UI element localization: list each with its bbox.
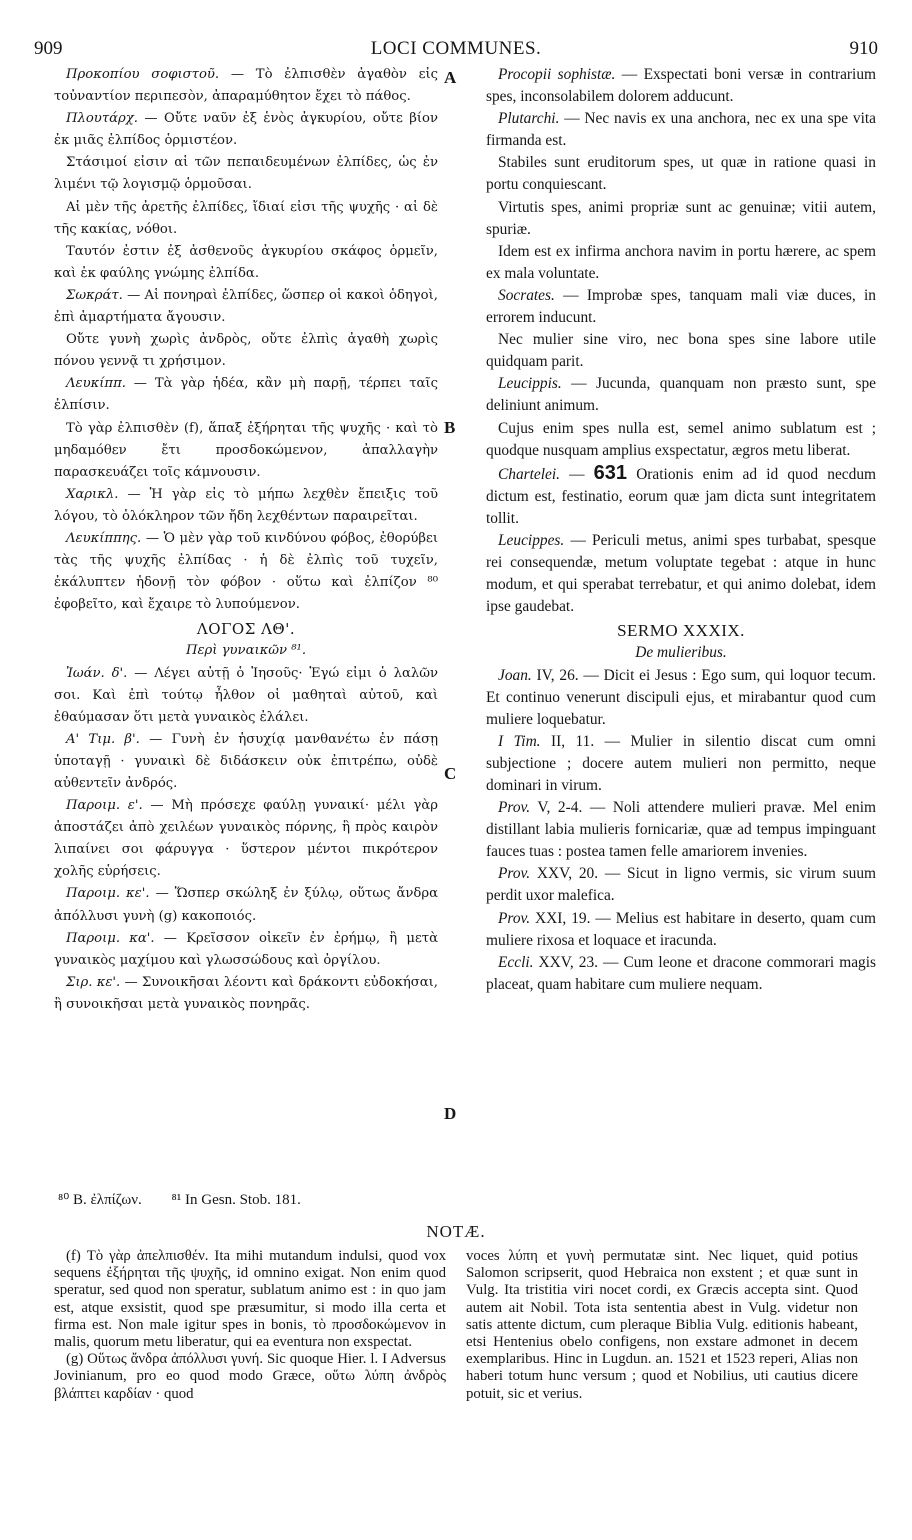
latin-paragraph: Plutarchi. — Nec navis ex una anchora, nec ex una spe vita firmanda est. bbox=[486, 110, 876, 150]
latin-section-subtitle: De mulieribus. bbox=[635, 644, 727, 662]
note-paragraph: (g) Οὕτως ἄνδρα ἀπόλλυσι γυνή. Sic quoque Hier. l. I Adversus Jovinianum, pro eo quod modo Græce, οὕτω λύπη ἀνδρὸς βλάπτει καρδίαν · quod bbox=[54, 1351, 446, 1402]
latin-paragraph: Stabiles sunt eruditorum spes, ut quæ in ratione quasi in portu conquiescant. bbox=[486, 154, 876, 194]
greek-paragraph: Χαρικλ. — Ἡ γὰρ εἰς τὸ μήπω λεχθὲν ἔπειξις τοῦ λόγου, τὸ ὁλόκληρον τῶν ἤδη λεχθέντων παραιρεῖται. bbox=[54, 486, 438, 524]
notae-left-column bbox=[54, 1248, 446, 1403]
latin-paragraph: Procopii sophistæ. — Exspectati boni versæ in contrarium spes, inconsolabilem dolorem adducunt. bbox=[486, 66, 876, 106]
latin-paragraph: Idem est ex infirma anchora navim in portu hærere, ac spem ex mala voluntate. bbox=[486, 242, 876, 282]
greek-section-title: ΛΟΓΟΣ ΛΘ'. bbox=[196, 620, 296, 639]
footnote: ⁸⁰ B. ἐλπίζων. bbox=[58, 1192, 142, 1208]
note-paragraph: voces λύπη et γυνὴ permutatæ sint. Nec liquet, quid potius Salomon scripserit, quod Hebraica non exstent ; et quæ sunt in Vulg. Ita tristitia viri nocet cordi, ex Græcis accepta sint. Quod autem ait Nobil. Tota ista sententia abest in Vulg. videtur non satis attente dictum, cum pleraque Biblia Vulg. editionis habeant, etsi Hentenius obelo configens, non exstare admonet in decem exemplaribus. Hinc in Lugdun. an. 1521 et 1523 reperi, Alias non haberi totum hunc versum ; quod et Nobilius, uti cautius dicere potuit, sic et verius. bbox=[466, 1248, 858, 1402]
latin-section-title: SERMO XXXIX. bbox=[617, 621, 745, 641]
notae-right-column bbox=[466, 1248, 858, 1403]
greek-paragraph: Παροιμ. κα'. — Κρεῖσσον οἰκεῖν ἐν ἐρήμῳ, ἢ μετὰ γυναικὸς μαχίμου καὶ γλωσσώδους καὶ ὀργίλου. bbox=[54, 930, 438, 968]
column-number: 631 bbox=[593, 461, 628, 484]
greek-paragraph: Πλουτάρχ. — Οὔτε ναῦν ἐξ ἑνὸς ἀγκυρίου, οὔτε βίον ἐκ μιᾶς ἐλπίδος ὁρμιστέον. bbox=[54, 111, 438, 149]
note-paragraph: (f) Τὸ γὰρ ἀπελπισθέν. Ita mihi mutandum indulsi, quod vox sequens ἐξήρηται τῆς ψυχῆς, id omnino exigat. Non enim quod speratur, sed quod non speratur, sublatum animo est : in quo jam est, atque exsistit, quod spe præsumitur, si modo illa certa et firma est. Non male igitur spes in bonis, τὸ προσδοκώμενον in malis, quorum metu liberatur, qui ea eventura non exspectat. bbox=[54, 1248, 446, 1351]
latin-paragraph: Chartelei. — 631 Orationis enim ad id quod necdum dictum est, festinatio, eorum quæ jam dicta sunt integritatem tollit. bbox=[486, 461, 876, 527]
page-header bbox=[34, 38, 878, 62]
greek-paragraph: Παροιμ. κε'. — Ὥσπερ σκώληξ ἐν ξύλῳ, οὕτως ἄνδρα ἀπόλλυσι γυνὴ (g) κακοποιός. bbox=[54, 886, 438, 924]
latin-paragraph: Virtutis spes, animi propriæ sunt ac genuinæ; vitii autem, spuriæ. bbox=[486, 198, 876, 238]
margin-marker-a: A bbox=[444, 68, 457, 87]
latin-paragraph: Leucippes. — Periculi metus, animi spes turbabat, spesque rei consequendæ, metum voluptate tegebat : atque in hunc modum, et qui sperabat terrebatur, et qui animo dolebat, idem ipse gaudebat. bbox=[486, 531, 876, 616]
greek-paragraph: Λευκίππ. — Τὰ γὰρ ἡδέα, κἂν μὴ παρῇ, τέρπει ταῖς ἐλπίσιν. bbox=[54, 376, 438, 414]
latin-paragraph: Prov. XXV, 20. — Sicut in ligno vermis, sic virum suum perdit uxor malefica. bbox=[486, 865, 876, 905]
page-number-right: 910 bbox=[849, 38, 878, 59]
greek-paragraph: Ταυτόν ἐστιν ἐξ ἀσθενοῦς ἀγκυρίου σκάφος ὁρμεῖν, καὶ ἐκ φαύλης γνώμης ἐλπίδα. bbox=[54, 243, 438, 281]
page-number-left: 909 bbox=[34, 38, 63, 59]
greek-column bbox=[54, 64, 438, 1016]
latin-paragraph: Cujus enim spes nulla est, semel animo sublatum est ; quodque nusquam amplius exspectatur, ægros metu liberat. bbox=[486, 419, 876, 459]
greek-paragraph: Σιρ. κε'. — Συνοικῆσαι λέοντι καὶ δράκοντι εὐδοκήσαι, ἢ συνοικῆσαι μετὰ γυναικὸς πονηρᾶς. bbox=[54, 974, 438, 1012]
greek-paragraph: Παροιμ. ε'. — Μὴ πρόσεχε φαύλῃ γυναικί· μέλι γὰρ ἀποστάζει ἀπὸ χειλέων γυναικὸς πόρνης, ἣ πρὸς καιρὸν λιπαίνει σοι φάρυγγα · ὕστερον μέντοι πικρότερον χολῆς εὑρήσεις. bbox=[54, 798, 439, 880]
latin-paragraph: Socrates. — Improbæ spes, tanquam mali viæ duces, in errorem inducunt. bbox=[486, 286, 876, 327]
greek-paragraph: Στάσιμοί εἰσιν αἱ τῶν πεπαιδευμένων ἐλπίδες, ὡς ἐν λιμένι τῷ λογισμῷ ὁρμοῦσαι. bbox=[54, 155, 438, 193]
margin-marker-d: D bbox=[444, 1104, 457, 1123]
latin-paragraph: Leucippis. — Jucunda, quanquam non præsto sunt, spe deliniunt animum. bbox=[486, 375, 876, 415]
margin-marker-b: B bbox=[444, 418, 456, 437]
greek-paragraph: Λευκίππης. — Ὁ μὲν γὰρ τοῦ κινδύνου φόβος, ἐθορύβει τὰς τῆς ψυχῆς ἐλπίδας · ἡ δὲ ἐλπὶς τοῦ τυχεῖν, ἐκάλυπτεν ἡδονῇ τὸν φόβον · οὕτω καὶ ἐλπίζον ⁸⁰ ἐφοβεῖτο, καὶ ἔχαιρε τὸ λυπούμενον. bbox=[54, 530, 438, 613]
greek-paragraph: Προκοπίου σοφιστοῦ. — Τὸ ἐλπισθὲν ἀγαθὸν εἰς τοὐναντίον περιπεσὸν, ἀπαραμύθητον ἔχει τὸ πάθος. bbox=[54, 67, 438, 105]
latin-paragraph: Nec mulier sine viro, nec bona spes sine labore utile quidquam parit. bbox=[486, 331, 876, 371]
greek-paragraph: Σωκράτ. — Αἱ πονηραὶ ἐλπίδες, ὥσπερ οἱ κακοὶ ὁδηγοὶ, ἐπὶ ἁμαρτήματα ἄγουσιν. bbox=[54, 287, 438, 326]
notae-heading: NOTÆ. bbox=[426, 1222, 486, 1241]
margin-marker-c: C bbox=[444, 764, 457, 783]
footnote: ⁸¹ In Gesn. Stob. 181. bbox=[171, 1192, 301, 1208]
latin-paragraph: Prov. XXI, 19. — Melius est habitare in deserto, quam cum muliere rixosa et loquace et iracunda. bbox=[486, 909, 876, 949]
latin-paragraph: I Tim. II, 11. — Mulier in silentio discat cum omni subjectione ; docere autem mulieri non permitto, neque dominari in virum. bbox=[486, 732, 876, 794]
greek-paragraph: Αἱ μὲν τῆς ἀρετῆς ἐλπίδες, ἴδιαί εἰσι τῆς ψυχῆς · αἱ δὲ τῆς κακίας, νόθοι. bbox=[54, 199, 438, 237]
latin-paragraph: Joan. IV, 26. — Dicit ei Jesus : Ego sum, qui loquor tecum. Et continuo venerunt discipuli ejus, et mirabantur quod cum muliere loquebatur. bbox=[486, 666, 876, 728]
greek-paragraph: Οὔτε γυνὴ χωρὶς ἀνδρὸς, οὔτε ἐλπὶς ἀγαθὴ χωρὶς πόνου γεννᾷ τι χρήσιμον. bbox=[54, 332, 438, 370]
greek-paragraph: Α' Τιμ. β'. — Γυνὴ ἐν ἡσυχίᾳ μανθανέτω ἐν πάσῃ ὑποταγῇ · γυναικὶ δὲ διδάσκειν οὐκ ἐπιτρέπω, οὐδὲ αὐθεντεῖν ἀνδρός. bbox=[54, 731, 438, 791]
latin-paragraph: Prov. V, 2-4. — Noli attendere mulieri pravæ. Mel enim distillant labia mulieris fornicariæ, quæ ad tempus impinguant fauces tuas : postea tamen felle amariorem invenies. bbox=[486, 799, 876, 861]
latin-column bbox=[486, 64, 876, 996]
running-head: LOCI COMMUNES. bbox=[370, 38, 542, 59]
greek-paragraph: Ἰωάν. δ'. — Λέγει αὐτῇ ὁ Ἰησοῦς· Ἐγώ εἰμι ὁ λαλῶν σοι. Καὶ ἐπὶ τούτῳ ἦλθον οἱ μαθηταὶ αὐτοῦ, καὶ ἐθαύμασαν ὅτι μετὰ γυναικὸς ἐλάλει. bbox=[54, 665, 439, 725]
latin-paragraph: Eccli. XXV, 23. — Cum leone et dracone commorari magis placeat, quam habitare cum muliere nequam. bbox=[486, 953, 876, 993]
greek-paragraph: Τὸ γὰρ ἐλπισθὲν (f), ἅπαξ ἐξήρηται τῆς ψυχῆς · καὶ τὸ μηδαμόθεν ἔτι προσδοκώμενον, ἀπαλλαγὴν παρασκευάζει τοῖς κάμνουσιν. bbox=[54, 420, 438, 480]
footnotes bbox=[58, 1190, 327, 1209]
greek-section-subtitle: Περὶ γυναικῶν ⁸¹. bbox=[185, 643, 307, 659]
